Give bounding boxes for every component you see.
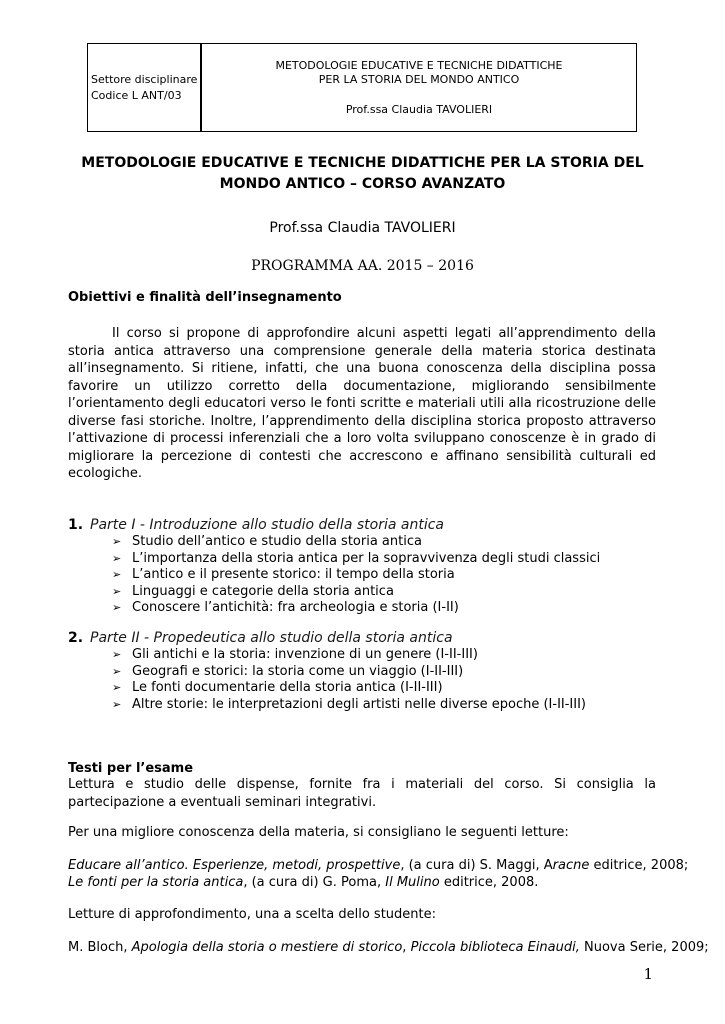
reference-1-title: Educare all’antico. Esperienze, metodi, prospettive: [68, 858, 401, 873]
readings-intro: Per una migliore conoscenza della materia, si consigliano le seguenti letture:: [68, 825, 569, 840]
list-item: ➢ Linguaggi e categorie della storia antica: [112, 583, 394, 599]
arrow-bullet-icon: ➢: [112, 535, 122, 548]
header-course-line2: PER LA STORIA DEL MONDO ANTICO: [318, 73, 520, 86]
part-1-heading: [68, 517, 444, 533]
exam-texts-paragraph: Lettura e studio delle dispense, fornite fra i materiali del corso. Si consiglia la partecipazione a eventuali seminari integrativi.: [68, 777, 656, 810]
header-right-cell: [202, 44, 636, 146]
sector-label: Settore disciplinare: [91, 73, 198, 86]
title-line-2: MONDO ANTICO – CORSO AVANZATO: [219, 176, 506, 192]
reference-2-title: Le fonti per la storia antica: [68, 875, 244, 890]
list-item: ➢ Geografi e storici: la storia come un viaggio (I-II-III): [112, 663, 464, 679]
part-1-number: 1.: [68, 517, 84, 533]
list-item: ➢ Conoscere l’antichità: fra archeologia e storia (I-II): [112, 600, 459, 615]
list-item: ➢ Gli antichi e la storia: invenzione di un genere (I-II-III): [112, 647, 478, 662]
list-item: ➢ L’importanza della storia antica per la sopravvivenza degli studi classici: [112, 550, 601, 566]
objectives-paragraph: Il corso si propone di approfondire alcuni aspetti legati all’apprendimento della storia antica attraverso una comprensione generale della materia storica destinata all’insegnamento. Si ritiene, infatti, che una buona conoscenza della disciplina possa favorire un utilizzo corretto della documentazione, migliorando sensibilmente l’orientamento degli educatori verso le fonti scritte e materiali utili alla ricostruzione delle diverse fasi storiche. Inoltre, l’apprendimento della disciplina storica proposto attraverso l’attivazione di processi inferenziali che a loro volta sviluppano conoscenze è in grado di migliorare la percezione di contesti che accrescono e affinano sensibilità culturali ed ecologiche.: [68, 326, 656, 481]
part-2-heading: [68, 630, 453, 646]
arrow-bullet-icon: ➢: [112, 664, 122, 678]
professor-name: Prof.ssa Claudia TAVOLIERI: [269, 220, 456, 236]
part-1-title: Parte I - Introduzione allo studio della storia antica: [90, 517, 444, 533]
header-left-cell: [88, 44, 202, 131]
arrow-bullet-icon: ➢: [112, 584, 122, 598]
arrow-bullet-icon: ➢: [112, 568, 122, 581]
document-title: [70, 153, 655, 195]
header-table: [87, 43, 637, 132]
reference-3: M. Bloch, Apologia della storia o mestiere di storico, Piccola biblioteca Einaudi, Nuova Serie, 2009;: [68, 940, 709, 955]
arrow-bullet-icon: ➢: [112, 601, 122, 614]
arrow-bullet-icon: ➢: [112, 681, 122, 694]
part-2-number: 2.: [68, 630, 84, 646]
objectives-heading: Obiettivi e finalità dell’insegnamento: [68, 290, 342, 305]
code-label: Codice L ANT/03: [91, 89, 182, 102]
title-line-1: METODOLOGIE EDUCATIVE E TECNICHE DIDATTICHE PER LA STORIA DEL: [81, 155, 644, 171]
list-item: ➢ Le fonti documentarie della storia antica (I-II-III): [112, 680, 443, 695]
list-item: ➢ Altre storie: le interpretazioni degli artisti nelle diverse epoche (I-II-III): [112, 696, 586, 712]
program-year: PROGRAMMA AA. 2015 – 2016: [251, 258, 474, 274]
arrow-bullet-icon: ➢: [112, 551, 122, 565]
list-item: ➢ L’antico e il presente storico: il tempo della storia: [112, 567, 455, 582]
arrow-bullet-icon: ➢: [112, 697, 122, 711]
header-professor: Prof.ssa Claudia TAVOLIERI: [345, 103, 493, 116]
part-2-title: Parte II - Propedeutica allo studio della storia antica: [90, 630, 453, 646]
reference-3-title: Apologia della storia o mestiere di storico: [131, 940, 403, 955]
page-number: 1: [643, 965, 653, 983]
arrow-bullet-icon: ➢: [112, 648, 122, 661]
reference-2: Le fonti per la storia antica, (a cura di) G. Poma, Il Mulino editrice, 2008.: [68, 875, 539, 890]
header-course-line1: METODOLOGIE EDUCATIVE E TECNICHE DIDATTICHE: [275, 59, 563, 72]
further-readings-intro: Letture di approfondimento, una a scelta dello studente:: [68, 907, 436, 922]
part-1-list: [112, 534, 600, 617]
reference-1: Educare all’antico. Esperienze, metodi, prospettive, (a cura di) S. Maggi, Aracne editrice, 2008;: [68, 858, 689, 873]
exam-texts-heading: Testi per l’esame: [68, 761, 194, 776]
list-item: ➢ Studio dell’antico e studio della storia antica: [112, 534, 422, 549]
part-2-list: [112, 647, 586, 713]
